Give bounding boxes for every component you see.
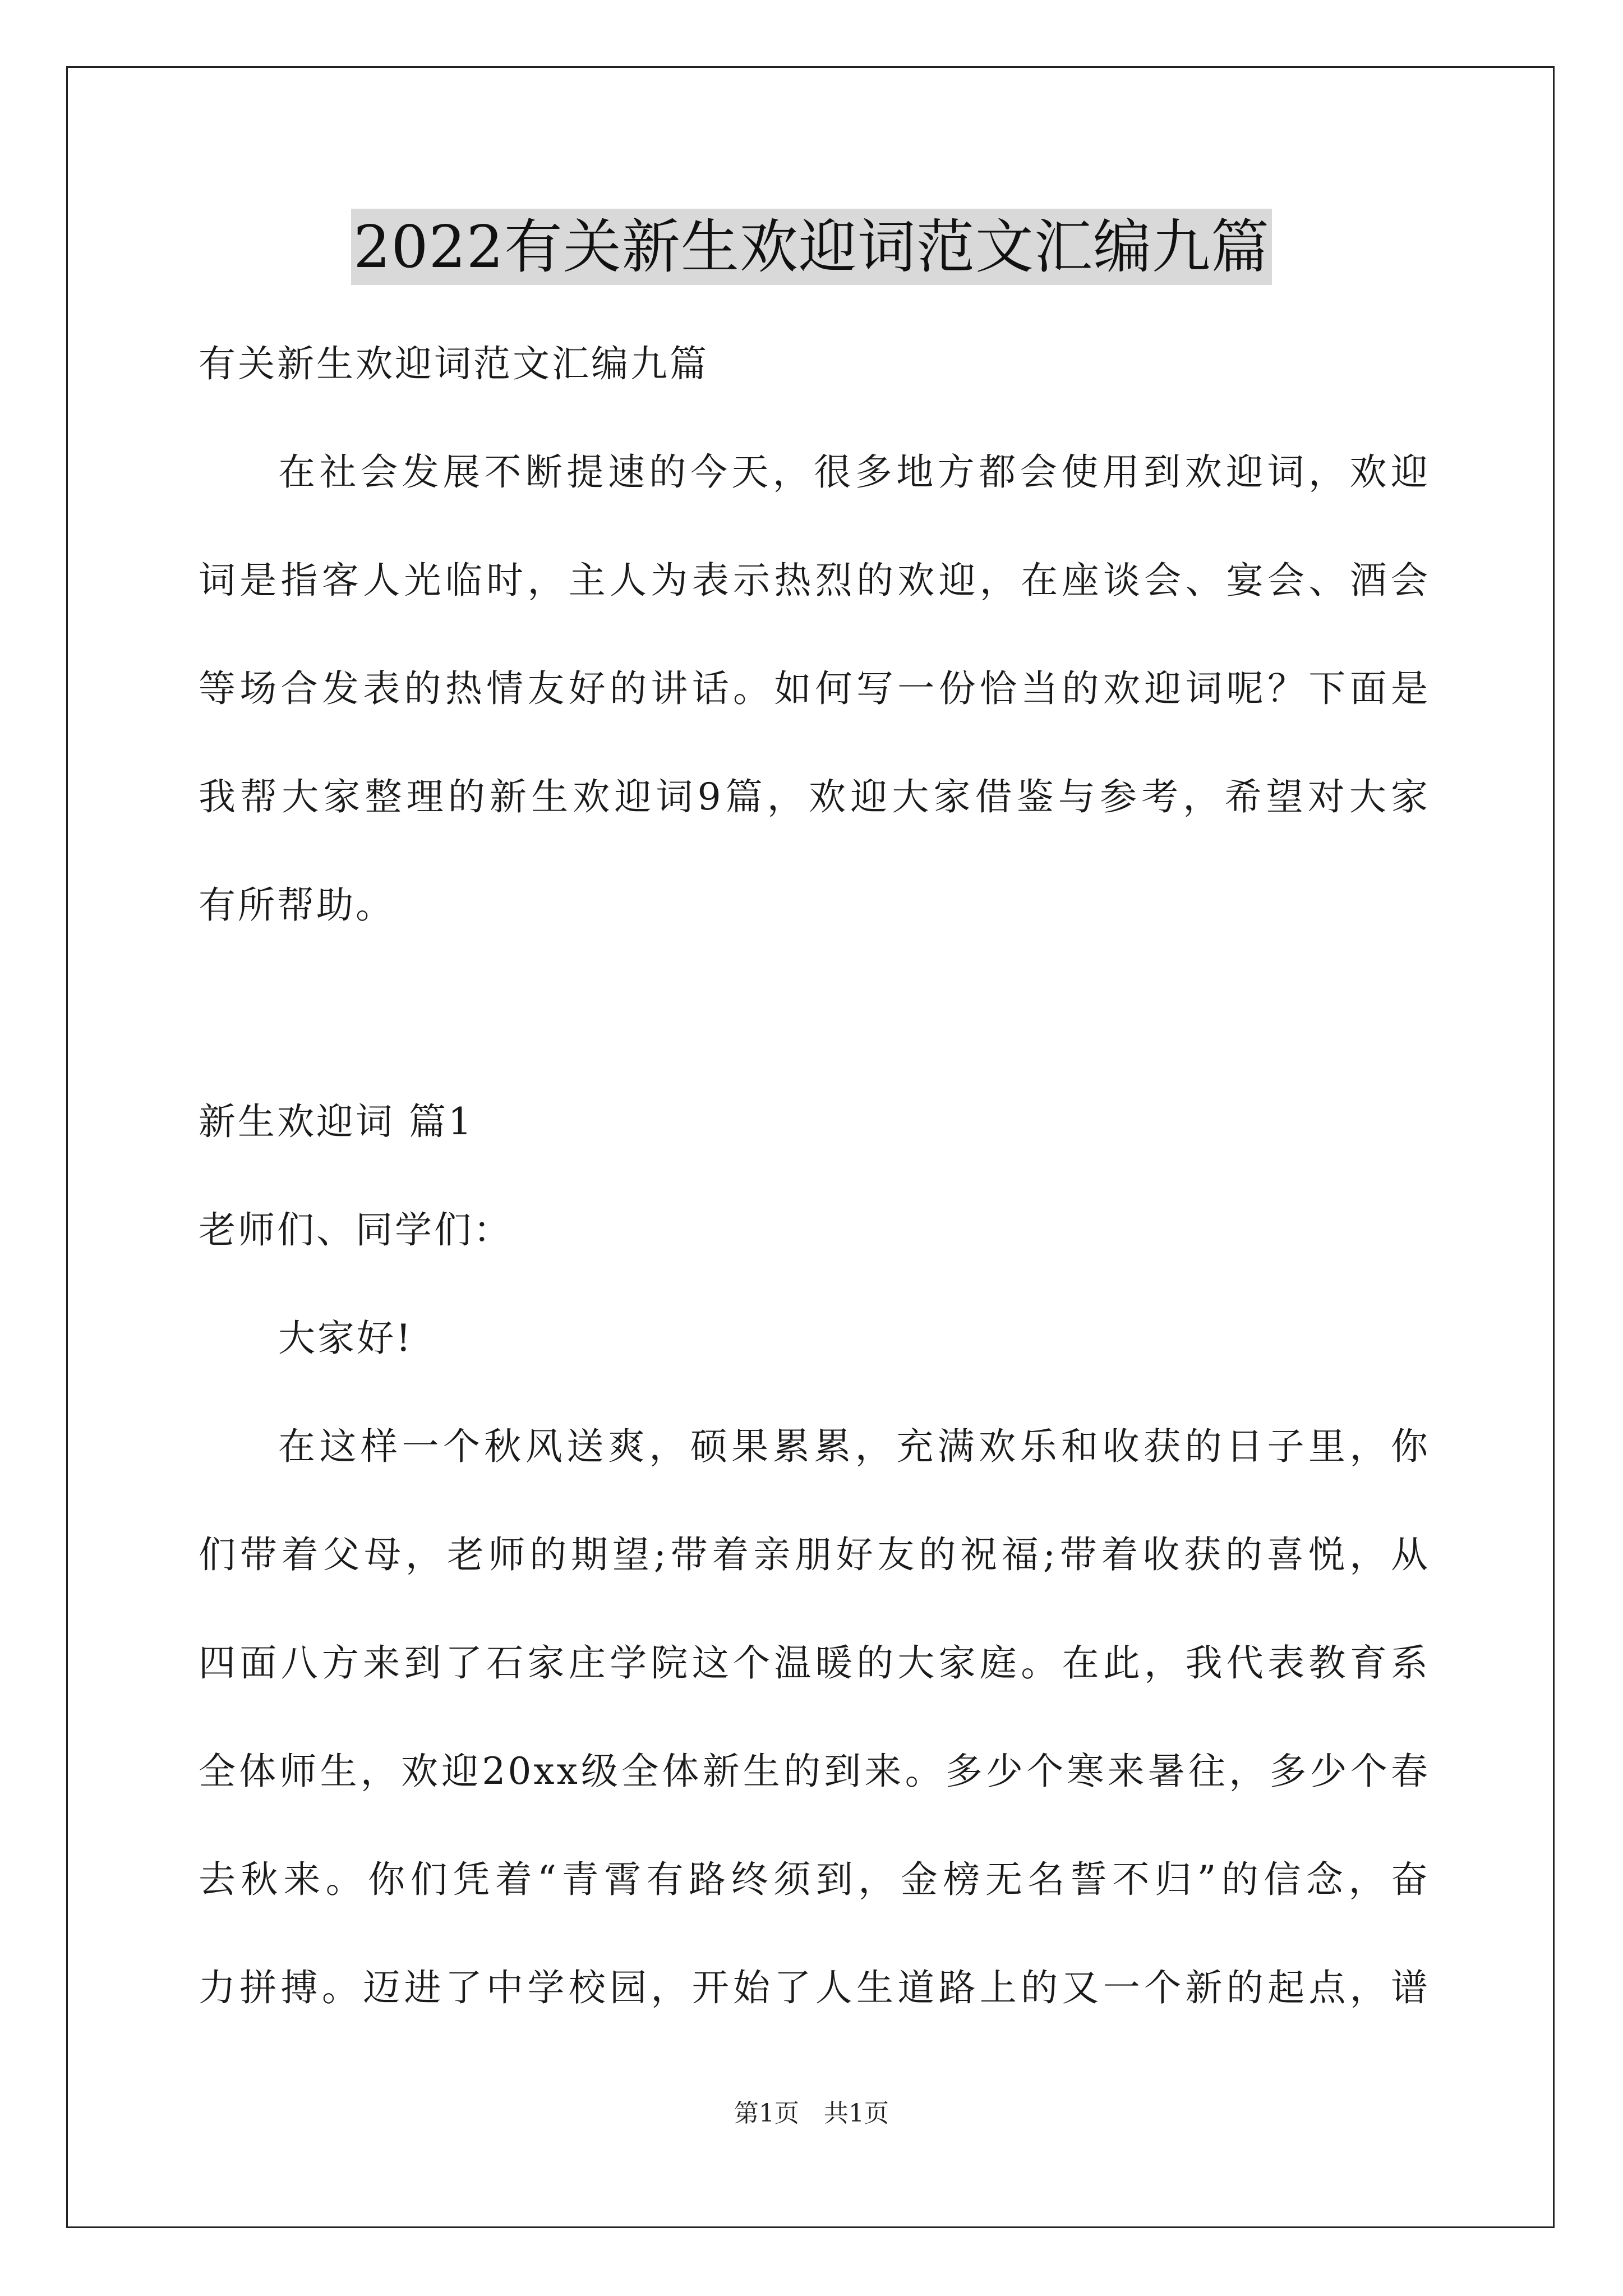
salutation-line: 老师们、同学们： bbox=[199, 1208, 513, 1251]
title-container bbox=[0, 209, 1623, 285]
paragraph-line: 全体师生，欢迎20xx级全体新生的到来。多少个寒来暑往，多少个春 bbox=[199, 1750, 1430, 1793]
paragraph-line: 我帮大家整理的新生欢迎词9篇，欢迎大家借鉴与参考，希望对大家 bbox=[199, 775, 1430, 818]
greeting-line: 大家好! bbox=[278, 1317, 413, 1360]
paragraph-line: 在这样一个秋风送爽，硕果累累，充满欢乐和收获的日子里，你 bbox=[278, 1425, 1430, 1468]
paragraph-line: 四面八方来到了石家庄学院这个温暖的大家庭。在此，我代表教育系 bbox=[199, 1641, 1430, 1685]
paragraph-line: 等场合发表的热情友好的讲话。如何写一份恰当的欢迎词呢？下面是 bbox=[199, 667, 1430, 710]
document-title: 2022有关新生欢迎词范文汇编九篇 bbox=[351, 209, 1272, 285]
page-number: 第1页 共1页 bbox=[734, 2099, 889, 2128]
paragraph-line: 有所帮助。 bbox=[199, 884, 395, 927]
blank-gap bbox=[199, 959, 1430, 1068]
paragraph-line: 们带着父母，老师的期望;带着亲朋好友的祝福;带着收获的喜悦，从 bbox=[199, 1533, 1430, 1576]
paragraph-line: 去秋来。你们凭着“青霄有路终须到，金榜无名誓不归”的信念，奋 bbox=[199, 1858, 1430, 1901]
page-footer bbox=[0, 2097, 1623, 2131]
paragraph-line: 力拼搏。迈进了中学校园，开始了人生道路上的又一个新的起点，谱 bbox=[199, 1966, 1430, 2009]
paragraph-line: 在社会发展不断提速的今天，很多地方都会使用到欢迎词，欢迎 bbox=[278, 450, 1430, 494]
document-body bbox=[199, 310, 1430, 2042]
paragraph-line: 词是指客人光临时，主人为表示热烈的欢迎，在座谈会、宴会、酒会 bbox=[199, 559, 1430, 602]
section-heading: 新生欢迎词 篇1 bbox=[199, 1100, 474, 1143]
subtitle-line: 有关新生欢迎词范文汇编九篇 bbox=[199, 342, 709, 385]
